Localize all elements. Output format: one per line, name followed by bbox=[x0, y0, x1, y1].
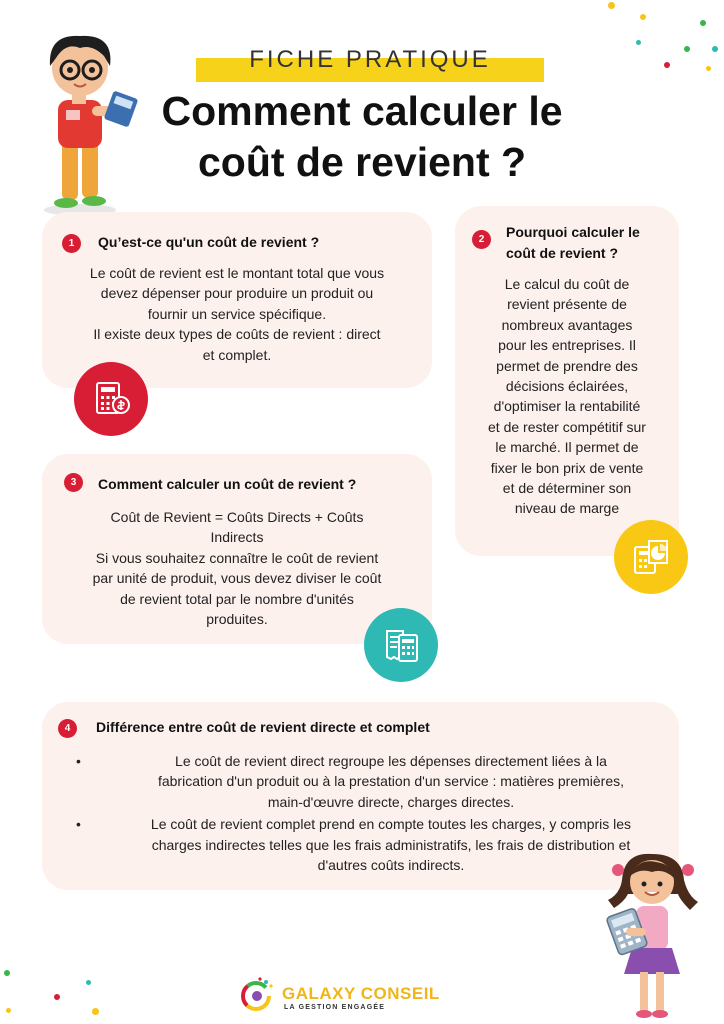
section-body-2 bbox=[464, 274, 670, 519]
bullet-line: fabrication d'un produit ou à la prestation d'un service : matières premières, bbox=[157, 773, 625, 790]
section-3-line: de revient total par le nombre d'unités bbox=[120, 590, 354, 607]
section-number-2: 2 bbox=[472, 230, 491, 249]
bullet-line: • Le coût de revient complet prend en compte toutes les charges, y compris les bbox=[150, 816, 632, 833]
section-3-line: Si vous souhaitez connaître le coût de revient bbox=[95, 549, 379, 566]
section-1-line: et complet. bbox=[202, 346, 272, 363]
kicker-label: FICHE PRATIQUE bbox=[249, 46, 491, 73]
section-2-line: Le calcul du coût de bbox=[504, 276, 630, 292]
section-2-line: fixer le bon prix de vente bbox=[490, 459, 644, 476]
bullet-line: charges indirectes telles que les frais administratifs, les frais de distribution et bbox=[151, 836, 631, 853]
section-title-2-line: Pourquoi calculer le bbox=[506, 224, 640, 240]
section-3-line: produites. bbox=[206, 611, 268, 628]
section-title-2-line: coût de revient ? bbox=[506, 245, 619, 261]
section-1-line: fournir un service spécifique. bbox=[147, 305, 327, 322]
bullet-line: main-d'œuvre directe, charges directes. bbox=[267, 793, 515, 810]
section-2-line: le marché. Il permet de bbox=[495, 439, 639, 456]
section-body-3 bbox=[50, 507, 424, 629]
section-2-line: permet de prendre des bbox=[496, 357, 638, 374]
calculator-chart-icon bbox=[614, 520, 688, 594]
difference-bullet-list bbox=[76, 751, 676, 875]
section-number-4: 4 bbox=[58, 719, 77, 738]
section-1-line: Le coût de revient est le montant total que vous bbox=[89, 265, 385, 281]
brand-logo bbox=[238, 974, 478, 1014]
section-title-4: Différence entre coût de revient directe et complet bbox=[96, 719, 430, 735]
section-body-4 bbox=[76, 751, 676, 877]
section-1-line: Il existe deux types de coûts de revient : direct bbox=[93, 326, 381, 343]
brand-tagline: LA GESTION ENGAGÉE bbox=[284, 1004, 386, 1011]
section-3-line: Coût de Revient = Coûts Directs + Coûts bbox=[110, 509, 364, 525]
section-2-line: et de rester compétitif sur bbox=[488, 418, 646, 435]
section-number-1: 1 bbox=[62, 234, 81, 253]
section-1-line: devez dépenser pour produire un produit ou bbox=[100, 285, 374, 302]
bullet-item-direct bbox=[76, 751, 676, 812]
section-body-1 bbox=[50, 263, 424, 365]
page-title-line-2: coût de revient ? bbox=[197, 139, 527, 185]
section-title-3: Comment calculer un coût de revient ? bbox=[98, 476, 357, 492]
bullet-line: d'autres coûts indirects. bbox=[317, 857, 465, 874]
section-2-line: décisions éclairées, bbox=[505, 378, 629, 395]
section-2-line: niveau de marge bbox=[514, 500, 620, 517]
section-2-line: d'optimiser la rentabilité bbox=[493, 398, 641, 415]
section-number-3: 3 bbox=[64, 473, 83, 492]
section-title-1: Qu’est-ce qu'un coût de revient ? bbox=[98, 234, 320, 250]
calculator-coin-icon bbox=[74, 362, 148, 436]
section-2-line: et de déterminer son bbox=[502, 480, 632, 497]
girl-with-calculator-illustration bbox=[604, 850, 716, 1022]
section-2-line: nombreux avantages bbox=[501, 316, 633, 333]
calculator-receipt-icon bbox=[364, 608, 438, 682]
section-3-line: par unité de produit, vous devez diviser le coût bbox=[92, 570, 382, 587]
section-2-line: revient présente de bbox=[507, 296, 627, 313]
page-title-line-1: Comment calculer le bbox=[161, 88, 563, 134]
page-title bbox=[118, 86, 606, 188]
section-2-line: pour les entreprises. Il bbox=[498, 337, 636, 354]
section-title-2 bbox=[506, 222, 676, 264]
brand-name: GALAXY CONSEIL bbox=[282, 984, 440, 1003]
bullet-item-complet bbox=[76, 814, 676, 875]
bullet-line: • Le coût de revient direct regroupe les dépenses directement liées à la bbox=[175, 753, 607, 769]
galaxy-logo-icon bbox=[238, 976, 278, 1012]
section-3-line: Indirects bbox=[210, 529, 264, 546]
